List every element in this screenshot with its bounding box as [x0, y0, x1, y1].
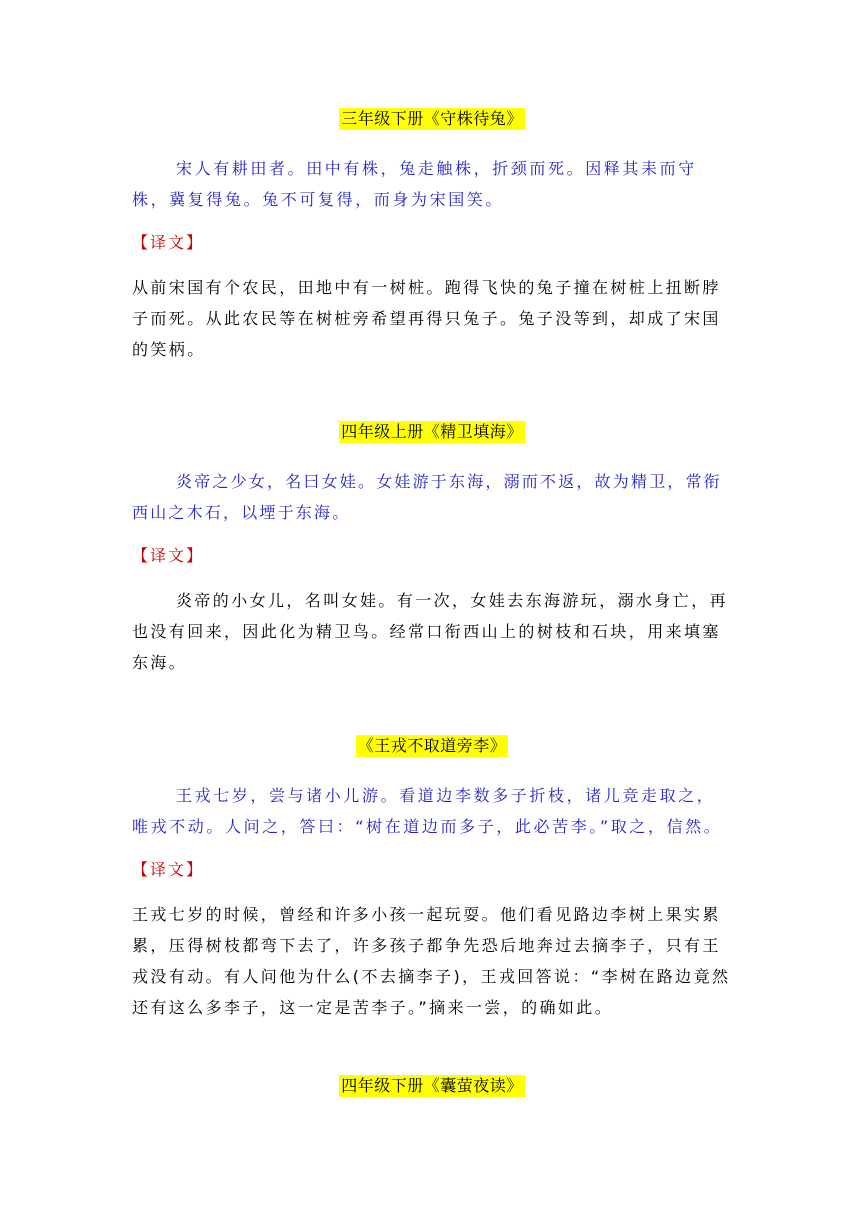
title-row	[132, 421, 732, 445]
translation-label: 【译文】	[132, 546, 205, 565]
section-shouzhudaitu	[132, 108, 732, 365]
title-row	[132, 735, 732, 759]
translation-label: 【译文】	[132, 233, 205, 252]
section-wangrong	[132, 735, 732, 1023]
section-nangyingyedu	[132, 1075, 732, 1099]
classical-text: 王戎七岁，尝与诸小儿游。看道边李数多子折枝，诸儿竞走取之，唯戎不动。人问之，答曰：“树在道边而多子，此必苦李。”取之，信然。	[132, 786, 723, 836]
section-title: 三年级下册《守株待兔》	[341, 109, 523, 128]
translation-text: 炎帝的小女儿，名叫女娃。有一次，女娃去东海游玩，溺水身亡，再也没有回来，因此化为精卫鸟。经常口衔西山上的树枝和石块，用来填塞东海。	[132, 591, 729, 672]
title-row	[132, 1075, 732, 1099]
section-jingweitianhai	[132, 421, 732, 678]
title-row	[132, 108, 732, 132]
section-title: 四年级上册《精卫填海》	[341, 422, 523, 441]
translation-text: 王戎七岁的时候，曾经和许多小孩一起玩耍。他们看见路边李树上果实累累，压得树枝都弯下去了，许多孩子都争先恐后地奔过去摘李子，只有王戎没有动。有人问他为什么(不去摘李子)，王戎回答说：“李树在路边竟然还有这么多李子，这一定是苦李子。”摘来一尝，的确如此。	[132, 905, 731, 1017]
section-title: 《王戎不取道旁李》	[357, 736, 507, 755]
classical-text: 炎帝之少女，名曰女娃。女娃游于东海，溺而不返，故为精卫，常衔西山之木石，以堙于东海。	[132, 472, 723, 522]
translation-label: 【译文】	[132, 860, 205, 879]
classical-text: 宋人有耕田者。田中有株，兔走触株，折颈而死。因释其耒而守株，冀复得兔。兔不可复得，而身为宋国笑。	[132, 159, 697, 209]
translation-text: 从前宋国有个农民，田地中有一树桩。跑得飞快的兔子撞在树桩上扭断脖子而死。从此农民等在树桩旁希望再得只兔子。兔子没等到，却成了宋国的笑柄。	[132, 278, 721, 359]
section-title: 四年级下册《囊萤夜读》	[341, 1076, 523, 1095]
